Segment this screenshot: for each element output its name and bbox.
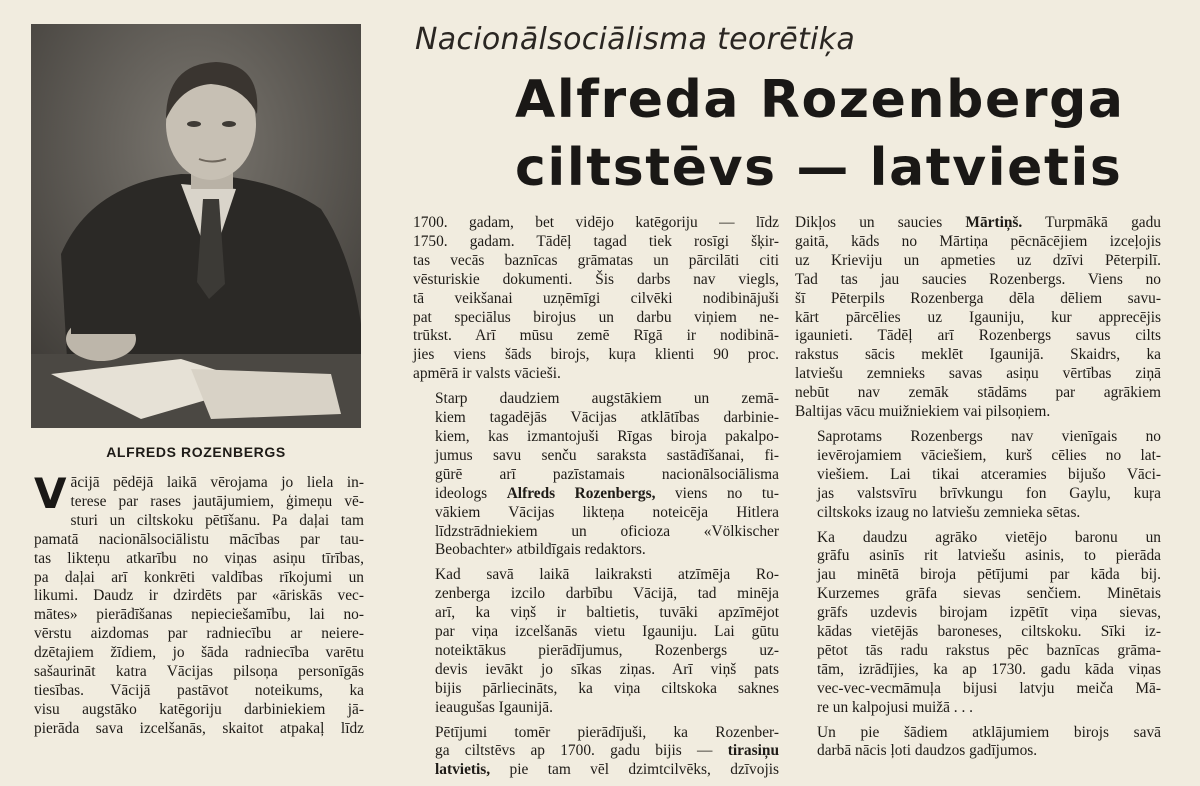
paragraph-line: noteiktākus pierādījumus, Rozenbergs uz-: [435, 641, 779, 659]
portrait-illustration: [31, 24, 361, 428]
paragraph-line: igaunieti. Tādēļ arī Rozenbergs savus cilts: [795, 327, 1161, 345]
paragraph-line: vec-vec-vecmāmuļa bijusi latvju meiča Mā-: [817, 679, 1161, 697]
paragraph-line: vākiem Vācijas likteņa noteicēja Hitlera: [435, 503, 779, 521]
paragraph-line: [413, 761, 779, 780]
photo-caption: ALFREDS ROZENBERGS: [106, 444, 286, 460]
paragraph-line: līdzstrādniekiem un oficioza «Völkischer: [435, 522, 779, 540]
paragraph-line: gaitā, kāds no Mārtiņa pēcnācējiem izceļojis: [795, 232, 1161, 250]
paragraph: [34, 469, 364, 739]
text-run: ideologs: [435, 484, 507, 502]
paragraph-line: vēsturiskie dokumenti. Šis darbs nav viegls,: [413, 270, 779, 288]
paragraph: [795, 529, 1161, 718]
paragraph-line: Un pie šādiem atklājumiem birojs savā: [817, 723, 1161, 741]
paragraph: [413, 214, 779, 384]
paragraph-line: pierāda sava izcelšanās, skaitot atpakaļ līdz: [34, 719, 364, 737]
paragraph-line: arī, ka viņš ir baltietis, tuvāki apzīmējot: [435, 604, 779, 622]
paragraph-line: pētot tās radu rakstus pēc baznīcas grāma-: [817, 641, 1161, 659]
paragraph-line: Pētījumi tomēr pierādījuši, ka Rozenber-: [435, 723, 779, 741]
paragraph-line: visu augstāko katēgoriju darbiniekiem jā-: [34, 700, 364, 718]
text-highlight: tirasiņu: [727, 742, 779, 760]
paragraph-line: trūkst. Arī mūsu zemē Rīgā ir nodibinā-: [413, 327, 779, 345]
text-run: Turpmākā gadu: [1022, 214, 1161, 231]
paragraph-lines: [795, 233, 1161, 422]
paragraph-line: Saprotams Rozenbergs nav vienīgais no: [817, 427, 1161, 445]
paragraph-line: devis ievākt jo sīkas ziņas. Arī viņš pats: [435, 660, 779, 678]
paragraph: [413, 390, 779, 560]
name-highlight: Alfreds Rozenbergs,: [506, 484, 656, 502]
paragraph-line: kiem, kas izmantojuši Rīgas biroja pakalpo-: [435, 427, 779, 445]
paragraph-line: ācijā pēdējā laikā vērojama jo liela in-: [70, 474, 364, 491]
paragraph-line: pa daļai arī konkrēti valdības rīkojumi un: [34, 568, 364, 586]
paragraph-line: Ka daudzu agrāko vietējo baronu un: [817, 528, 1161, 546]
paragraph-line: Tad tas jau saucies Rozenbergs. Viens no: [795, 270, 1161, 288]
paragraph: [795, 428, 1161, 523]
headline-title: [515, 66, 1195, 202]
paragraph-line: grāfs uzdevis birojam izpētīt viņa sievas,: [817, 604, 1161, 622]
article-column-3: [795, 214, 1161, 767]
paragraph-line: zenberga izcilo darbību Vācijā, tad minēja: [435, 585, 779, 603]
portrait-photo: [31, 24, 361, 428]
paragraph-line: tām, izrādījies, ka ap 1730. gadu kāda viņas: [817, 660, 1161, 678]
paragraph-line: [413, 485, 779, 504]
paragraph-line: sturi un ciltskoku pētīšanu. Pa daļai tam: [70, 511, 364, 529]
paragraph-line: Kad savā laikā laikraksti atzīmēja Ro-: [435, 566, 779, 584]
paragraph-lines: [413, 390, 779, 485]
paragraph-line: re un kalpojusi muižā . . .: [817, 698, 974, 716]
paragraph-line: 1750. gadam. Tādēļ tagad tiek rosīgi šķir-: [413, 232, 779, 250]
paragraph-line: Starp daudziem augstākiem un zemā-: [435, 390, 779, 408]
paragraph-line: tas likteņu atkarību no viņas asiņu tīrības,: [34, 549, 364, 567]
paragraph-line: jies viens šāds birojs, kuŗa klienti 90 proc.: [413, 346, 779, 364]
paragraph-line: Beobachter» atbildīgais redaktors.: [435, 541, 646, 559]
name-highlight: Mārtiņš.: [965, 214, 1023, 231]
paragraph-line: jas valstsvīru brīvkungu fon Gaylu, kuŗa: [817, 484, 1161, 502]
text-highlight: latvietis,: [435, 761, 491, 779]
paragraph-line: par viņa izcelšanās vietu Igauniju. Lai gūtu: [435, 623, 779, 641]
text-run: ga ciltstēvs ap 1700. gadu bijis —: [435, 742, 728, 760]
paragraph-lines: [413, 724, 779, 743]
paragraph-line: kādas vietējās baroneses, ciltskoku. Sīki iz-: [817, 623, 1161, 641]
paragraph-line: darbā nācis ļoti daudzos gadījumos.: [817, 742, 1038, 760]
text-run: pie tam vēl dzimtcilvēks, dzīvojis: [490, 761, 779, 779]
paragraph-line: rakstus sācis meklēt Igaunijā. Skaidrs, ka: [795, 346, 1161, 364]
paragraph-line: jumus savu senču saraksta sastādīšanai, fi-: [435, 446, 779, 464]
paragraph-line: terese par rases jautājumiem, ģimeņu vē-: [70, 492, 364, 510]
paragraph-line: Baltijas vācu muižniekiem vai pilsoņiem.: [795, 403, 1051, 421]
paragraph: [795, 724, 1161, 762]
paragraph-line: pamatā nacionālsociālistu mācības par tau-: [34, 530, 364, 548]
paragraph: [795, 214, 1161, 422]
paragraph-line: šī Pēterpils Rozenberga dēla dēliem savu-: [795, 289, 1161, 307]
paragraph: [413, 566, 779, 717]
paragraph-line: tas vecās baznīcas grāmatas un pārcilāti citi: [413, 251, 779, 269]
paragraph-line: pat speciālus birojus un darbu viņiem ne-: [413, 308, 779, 326]
text-run: Dikļos un saucies: [795, 214, 966, 231]
paragraph-line: tā veikšanai uzņēmīgi cilvēki nodibinājuši: [413, 289, 779, 307]
paragraph-line: Kurzemes grāfa sievas senčiem. Minētais: [817, 585, 1161, 603]
paragraph-line: [795, 214, 1161, 233]
headline-kicker: Nacionālsociālisma teorētiķa: [415, 22, 856, 57]
paragraph-lines: [413, 504, 779, 561]
paragraph-line: ieaugušas Igaunijā.: [435, 698, 553, 716]
paragraph-line: kiem tagadējās Vācijas atklātības darbinie-: [435, 409, 779, 427]
paragraph-line: latviešu zemnieks savas asiņu vērtības ziņā: [795, 365, 1161, 383]
paragraph-line: gūrē arī pazīstamais nacionālsociālisma: [435, 465, 779, 483]
paragraph-line: likumi. Daudz ir dzirdēts par «āriskās vec-: [34, 587, 364, 605]
paragraph-line: kārt pārcēlies uz Igauniju, kur apprecējis: [795, 308, 1161, 326]
paragraph-line: vērstu aizdomas par radniecību ar neiere-: [34, 625, 364, 643]
paragraph-line: nebūt nav zemāk stādāms par agrākiem: [795, 384, 1161, 402]
headline-title-line-2: ciltstēvs — latvietis: [515, 138, 1123, 198]
paragraph-lines: [34, 469, 364, 739]
paragraph-line: sašaurināt katra Vācijas pilsoņa personīgās: [34, 663, 364, 681]
paragraph-line: apmērā ir valsts vācieši.: [413, 365, 561, 383]
paragraph-line: mātes» pierādīšanas nepieciešamību, lai no-: [34, 606, 364, 624]
paragraph-line: bijis pārliecināts, ka viņa ciltskoka saknes: [435, 679, 779, 697]
paragraph-line: tiesības. Vācijā pastāvot noteikums, ka: [34, 681, 364, 699]
paragraph-line: viešiem. Lai tikai atceramies bijušo Vāci-: [817, 465, 1161, 483]
paragraph-line: dzētajiem žīdiem, jo šāda radniecība varētu: [34, 644, 364, 662]
paragraph-line: 1700. gadam, bet vidējo katēgoriju — līdz: [413, 214, 779, 231]
paragraph-line: grāfu asinīs rit latviešu asinis, to pierāda: [817, 547, 1161, 565]
article-column-2: [413, 214, 779, 786]
paragraph-line: uz Krieviju un apmeties uz dzīvi Pēterpilī.: [795, 251, 1161, 269]
paragraph-line: jau minētā biroja pētījumi par kāda bij.: [817, 566, 1161, 584]
drop-cap: V: [34, 469, 67, 518]
article-column-1: [34, 469, 364, 745]
text-run: viens no tu-: [655, 484, 779, 502]
headline-title-line-1: Alfreda Rozenberga: [515, 70, 1125, 130]
paragraph-line: ciltskoks izaug no latviešu zemnieka sētas.: [817, 503, 1081, 521]
paragraph-line: ievērojamiem vāciešiem, kurš cēlies no lat-: [817, 446, 1161, 464]
